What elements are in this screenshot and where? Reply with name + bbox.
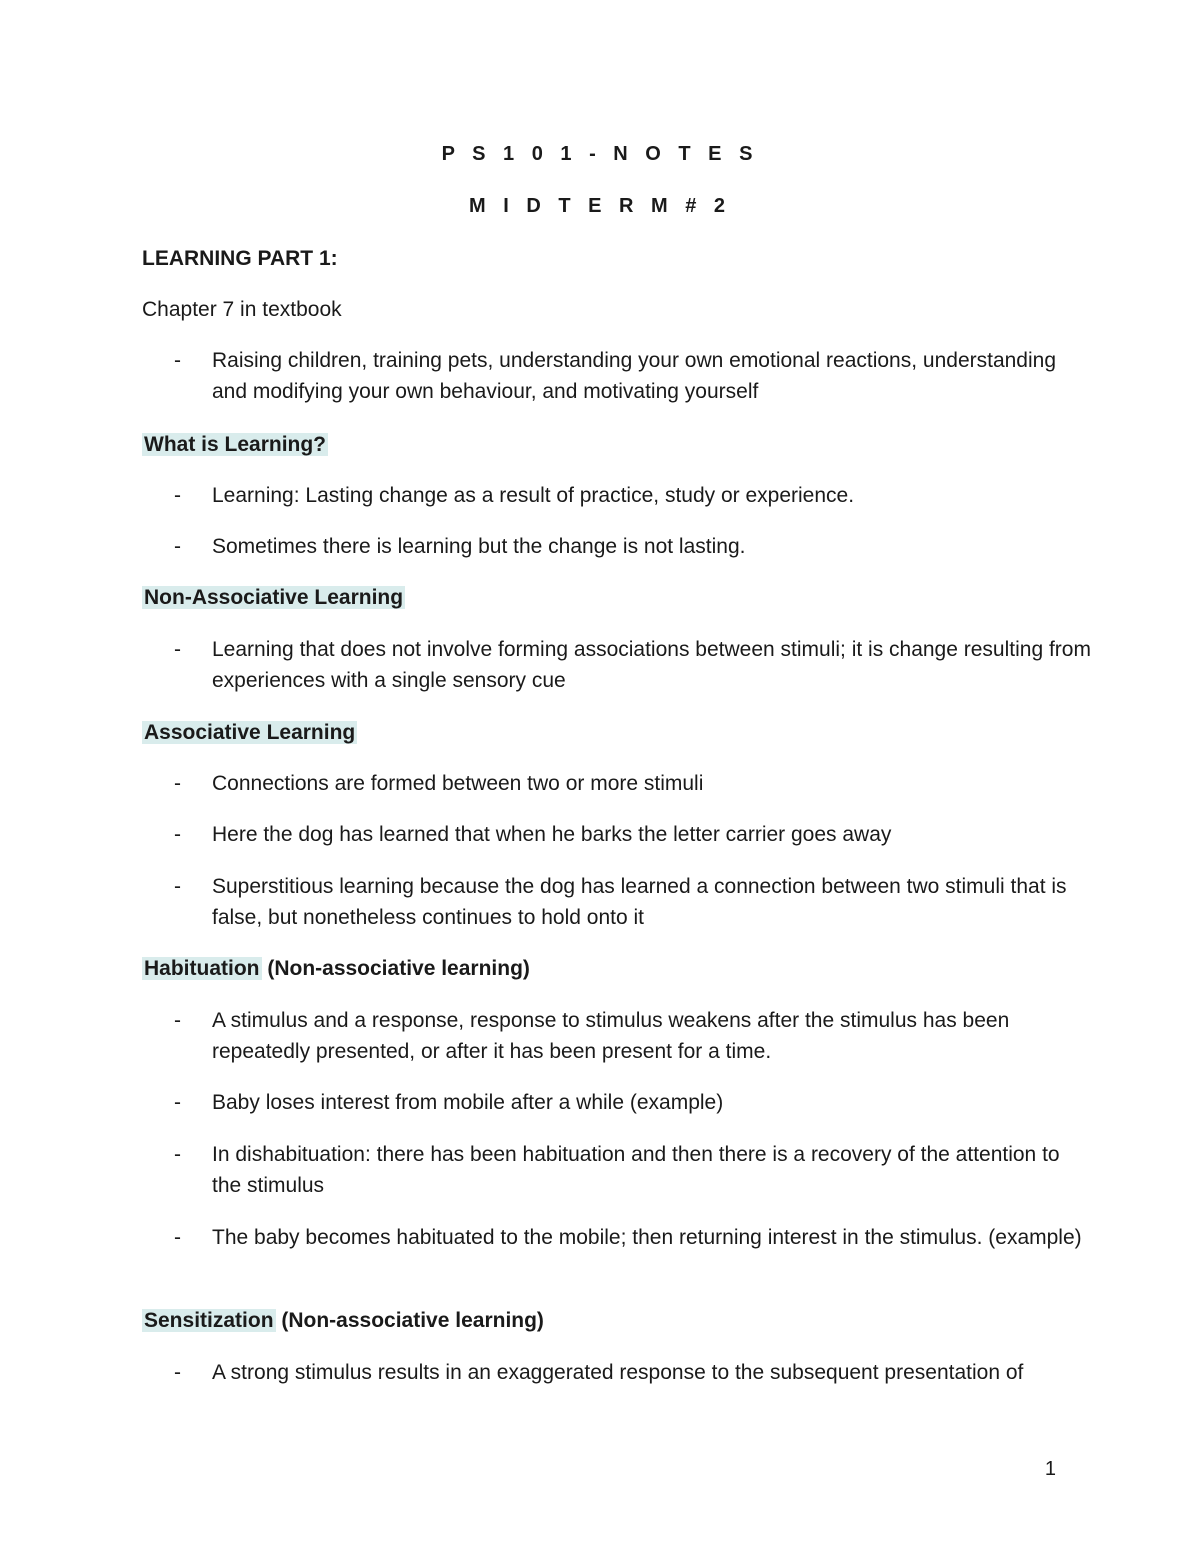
bullet-text: Learning that does not involve forming associations between stimuli; it is change resulting from experiences with a single sensory cue <box>212 638 1091 692</box>
bullet-text: Superstitious learning because the dog has learned a connection between two stimuli that is false, but nonetheless continues to hold onto it <box>212 875 1067 929</box>
bullet-dash: - <box>174 823 181 846</box>
section-title-highlight: Habituation <box>144 957 260 980</box>
section-heading <box>142 582 405 613</box>
section-heading <box>142 429 328 460</box>
bullet-text: Sometimes there is learning but the change is not lasting. <box>212 535 746 558</box>
section-heading <box>142 1305 544 1336</box>
section-title-suffix: (Non-associative learning) <box>261 957 530 980</box>
bullet-dash: - <box>174 1226 181 1249</box>
section-title-highlight: What is Learning? <box>144 433 327 456</box>
bullet-text: Learning: Lasting change as a result of practice, study or experience. <box>212 484 855 507</box>
section-heading <box>142 953 530 984</box>
bullet-text: The baby becomes habituated to the mobile; then returning interest in the stimulus. (example) <box>212 1226 1082 1249</box>
bullet-text: A strong stimulus results in an exaggerated response to the subsequent presentation of <box>212 1361 1024 1384</box>
section-title-suffix: (Non-associative learning) <box>275 1309 544 1332</box>
bullet-dash: - <box>174 875 181 898</box>
part-heading: LEARNING PART 1: <box>142 247 338 270</box>
bullet-dash: - <box>174 1091 181 1114</box>
bullet-dash: - <box>174 484 181 507</box>
bullet-dash: - <box>174 1009 181 1032</box>
chapter-line: Chapter 7 in textbook <box>142 298 342 321</box>
bullet-text: Here the dog has learned that when he barks the letter carrier goes away <box>212 823 892 846</box>
section-title-highlight: Non-Associative Learning <box>144 586 404 609</box>
bullet-dash: - <box>174 638 181 661</box>
bullet-text: A stimulus and a response, response to stimulus weakens after the stimulus has been repeatedly presented, or after it has been present for a time. <box>212 1009 1010 1063</box>
bullet-dash: - <box>174 349 181 372</box>
section-title-highlight: Sensitization <box>144 1309 274 1332</box>
bullet-text: In dishabituation: there has been habituation and then there is a recovery of the attention to the stimulus <box>212 1143 1060 1197</box>
document-title: P S 1 0 1 - N O T E S <box>441 143 759 165</box>
bullet-text: Connections are formed between two or more stimuli <box>212 772 704 795</box>
bullet-text: Raising children, training pets, understanding your own emotional reactions, understanding and modifying your own behaviour, and motivating yourself <box>212 349 1057 403</box>
bullet-dash: - <box>174 535 181 558</box>
bullet-dash: - <box>174 1361 181 1384</box>
section-title-highlight: Associative Learning <box>144 721 356 744</box>
section-heading <box>142 717 357 748</box>
document-subtitle: M I D T E R M # 2 <box>468 195 732 217</box>
bullet-dash: - <box>174 772 181 795</box>
page-number: 1 <box>1044 1458 1056 1480</box>
bullet-text: Baby loses interest from mobile after a while (example) <box>212 1091 724 1114</box>
bullet-dash: - <box>174 1143 181 1166</box>
